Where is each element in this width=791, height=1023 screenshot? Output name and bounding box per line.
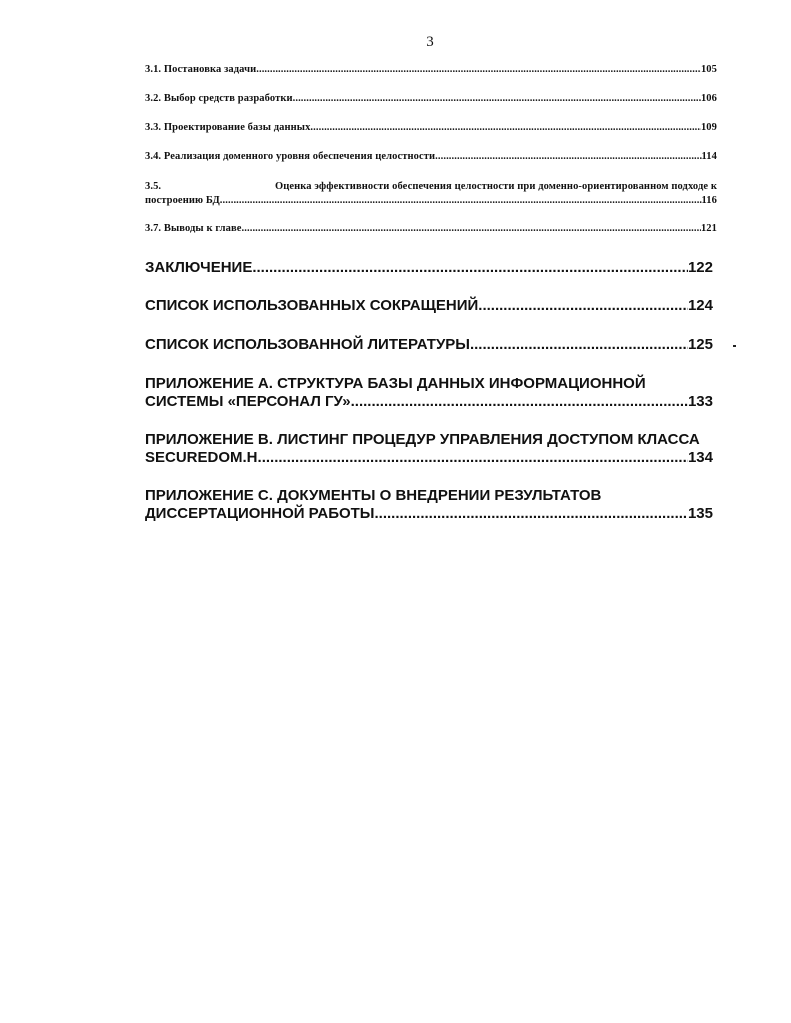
toc-leader-dots <box>295 93 701 104</box>
toc-chapter-title-line2: SECUREDOM.H. <box>145 449 262 466</box>
toc-leader-dots <box>262 449 688 467</box>
toc-appendix-a[interactable] <box>145 375 713 411</box>
toc-chapter-title-line1: ПРИЛОЖЕНИЕ С. ДОКУМЕНТЫ О ВНЕДРЕНИИ РЕЗУЛЬТАТОВ <box>145 487 602 504</box>
toc-chapter-title: СПИСОК ИСПОЛЬЗОВАННЫХ СОКРАЩЕНИЙ. <box>145 297 483 314</box>
toc-leader-dots <box>474 336 688 354</box>
toc-chapter-page: 133 <box>687 393 713 410</box>
toc-chapter-conclusion[interactable] <box>145 259 713 277</box>
toc-chapter-abbreviations[interactable] <box>145 297 713 315</box>
page-number: 3 <box>426 34 434 50</box>
toc-entry-title: 3.3. Проектирование базы данных. <box>145 122 314 133</box>
toc-entry-3-7[interactable] <box>145 223 717 234</box>
toc-entry-title: 3.4. Реализация доменного уровня обеспечения целостности. <box>145 151 438 162</box>
toc-leader-dots <box>313 122 701 133</box>
toc-chapter-page: 125 <box>687 336 713 353</box>
toc-leader-dots <box>257 259 688 277</box>
toc-chapter-title: ЗАКЛЮЧЕНИЕ. <box>145 259 257 276</box>
toc-chapter-references[interactable] <box>145 336 713 354</box>
toc-chapter-title-line1: ПРИЛОЖЕНИЕ А. СТРУКТУРА БАЗЫ ДАННЫХ ИНФОРМАЦИОННОЙ <box>145 375 646 392</box>
toc-entry-number: 3.5. <box>145 181 162 192</box>
toc-entry-title-line1: Оценка эффективности обеспечения целостности при доменно-ориентированном подходе к <box>274 181 717 192</box>
toc-appendix-b[interactable] <box>145 431 713 467</box>
toc-chapter-page: 122 <box>687 259 713 276</box>
toc-leader-dots <box>244 223 701 234</box>
toc-entry-title: 3.7. Выводы к главе. <box>145 223 245 234</box>
toc-leader-dots <box>223 194 702 208</box>
toc-chapter-page: 134 <box>687 449 713 466</box>
toc-leader-dots <box>259 64 701 75</box>
toc-entry-3-5[interactable] <box>145 180 717 208</box>
toc-chapter-page: 124 <box>687 297 713 314</box>
toc-entry-page: 106 <box>700 93 717 104</box>
toc-entry-page: 105 <box>700 64 717 75</box>
toc-entry-page: 114 <box>701 151 717 162</box>
toc-leader-dots <box>379 505 688 523</box>
toc-entry-page: 109 <box>700 122 717 133</box>
toc-chapter-title-line2: СИСТЕМЫ «ПЕРСОНАЛ ГУ». <box>145 393 355 410</box>
toc-chapter-title-line2: ДИССЕРТАЦИОННОЙ РАБОТЫ. <box>145 505 379 522</box>
scan-speck <box>733 345 736 347</box>
toc-leader-dots <box>438 151 702 162</box>
toc-leader-dots <box>355 393 688 411</box>
toc-chapter-title-line1: ПРИЛОЖЕНИЕ В. ЛИСТИНГ ПРОЦЕДУР УПРАВЛЕНИЯ ДОСТУПОМ КЛАССА <box>145 431 700 448</box>
toc-leader-dots <box>482 297 688 315</box>
toc-entry-3-2[interactable] <box>145 93 717 104</box>
toc-appendix-c[interactable] <box>145 487 713 523</box>
toc-chapter-page: 135 <box>687 505 713 522</box>
toc-entry-3-1[interactable] <box>145 64 717 75</box>
toc-entry-3-3[interactable] <box>145 122 717 133</box>
toc-entry-page: 116 <box>701 195 717 206</box>
toc-chapter-title: СПИСОК ИСПОЛЬЗОВАННОЙ ЛИТЕРАТУРЫ. <box>145 336 475 353</box>
toc-entry-3-4[interactable] <box>145 151 717 162</box>
toc-entry-title-line2: построению БД. <box>145 195 223 206</box>
toc-entry-page: 121 <box>700 223 717 234</box>
toc-entry-title: 3.2. Выбор средств разработки. <box>145 93 296 104</box>
toc-entry-title: 3.1. Постановка задачи. <box>145 64 259 75</box>
